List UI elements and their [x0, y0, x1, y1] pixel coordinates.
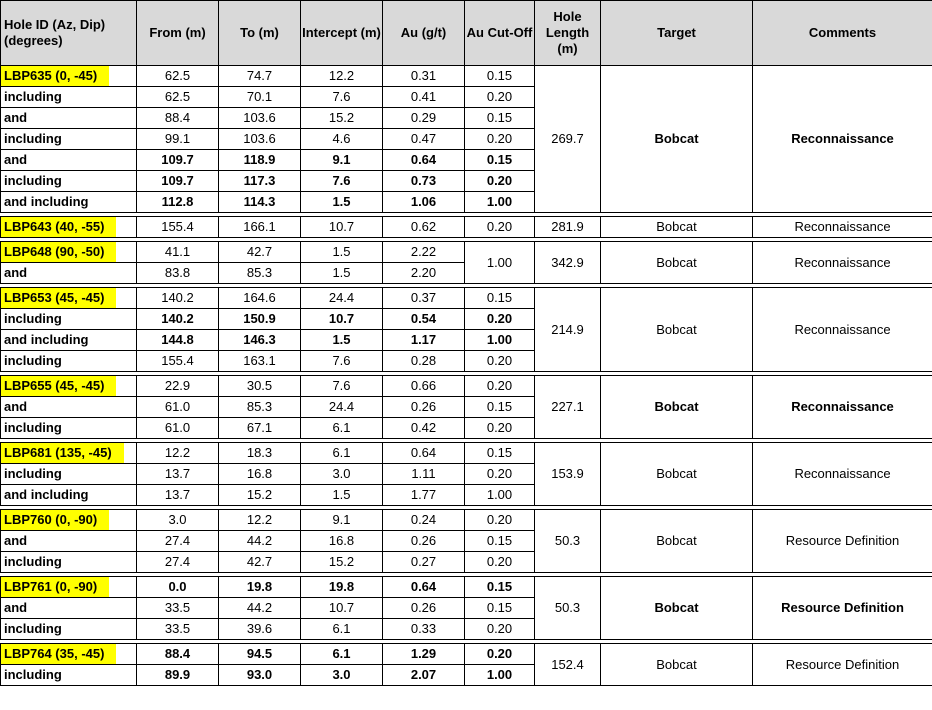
interval-label: and [1, 263, 137, 284]
cell-target: Bobcat [601, 376, 753, 439]
cell-intercept: 15.2 [301, 108, 383, 129]
cell-from: 109.7 [137, 150, 219, 171]
cell-intercept: 9.1 [301, 150, 383, 171]
cell-from: 27.4 [137, 531, 219, 552]
cell-to: 67.1 [219, 418, 301, 439]
cell-intercept: 6.1 [301, 619, 383, 640]
cell-intercept: 1.5 [301, 242, 383, 263]
cell-intercept: 10.7 [301, 598, 383, 619]
header-intercept: Intercept (m) [301, 1, 383, 66]
cell-au: 0.41 [383, 87, 465, 108]
cell-intercept: 24.4 [301, 288, 383, 309]
hole-id-cell [1, 66, 137, 87]
cell-from: 27.4 [137, 552, 219, 573]
cell-to: 103.6 [219, 129, 301, 150]
cell-target: Bobcat [601, 443, 753, 506]
header-hole-id: Hole ID (Az, Dip) (degrees) [1, 1, 137, 66]
cell-to: 163.1 [219, 351, 301, 372]
cell-to: 12.2 [219, 510, 301, 531]
cell-to: 70.1 [219, 87, 301, 108]
cell-intercept: 6.1 [301, 443, 383, 464]
interval-label: including [1, 129, 137, 150]
cell-cutoff: 0.15 [465, 577, 535, 598]
interval-label: including [1, 171, 137, 192]
cell-cutoff: 0.20 [465, 418, 535, 439]
header-target: Target [601, 1, 753, 66]
cell-from: 0.0 [137, 577, 219, 598]
header-au: Au (g/t) [383, 1, 465, 66]
cell-intercept: 16.8 [301, 531, 383, 552]
interval-label: including [1, 309, 137, 330]
interval-label: and [1, 598, 137, 619]
cell-from: 41.1 [137, 242, 219, 263]
cell-to: 150.9 [219, 309, 301, 330]
interval-label: including [1, 619, 137, 640]
interval-label: and including [1, 485, 137, 506]
hole-id-cell [1, 242, 137, 263]
cell-intercept: 24.4 [301, 397, 383, 418]
cell-au: 1.17 [383, 330, 465, 351]
cell-from: 13.7 [137, 464, 219, 485]
cell-au: 2.22 [383, 242, 465, 263]
cell-to: 166.1 [219, 217, 301, 238]
cell-to: 146.3 [219, 330, 301, 351]
interval-label: and [1, 150, 137, 171]
cell-comments: Reconnaissance [753, 376, 932, 439]
cell-intercept: 6.1 [301, 418, 383, 439]
cell-au: 0.37 [383, 288, 465, 309]
cell-from: 109.7 [137, 171, 219, 192]
cell-au: 0.33 [383, 619, 465, 640]
cell-cutoff: 1.00 [465, 485, 535, 506]
hole-id: LBP648 (90, -50) [1, 242, 116, 262]
cell-from: 88.4 [137, 644, 219, 665]
table-body [1, 66, 932, 686]
cell-cutoff: 0.20 [465, 309, 535, 330]
cell-hole-length: 227.1 [535, 376, 601, 439]
cell-cutoff: 0.15 [465, 108, 535, 129]
hole-id-cell [1, 443, 137, 464]
cell-hole-length: 214.9 [535, 288, 601, 372]
cell-au: 0.42 [383, 418, 465, 439]
cell-cutoff: 0.20 [465, 129, 535, 150]
cell-cutoff: 0.20 [465, 171, 535, 192]
cell-au: 0.26 [383, 598, 465, 619]
cell-target: Bobcat [601, 288, 753, 372]
cell-intercept: 7.6 [301, 87, 383, 108]
cell-to: 85.3 [219, 397, 301, 418]
cell-to: 19.8 [219, 577, 301, 598]
cell-comments: Resource Definition [753, 644, 932, 686]
cell-intercept: 3.0 [301, 665, 383, 686]
hole-id-cell [1, 644, 137, 665]
cell-from: 22.9 [137, 376, 219, 397]
cell-to: 74.7 [219, 66, 301, 87]
cell-comments: Reconnaissance [753, 242, 932, 284]
cell-comments: Reconnaissance [753, 288, 932, 372]
cell-cutoff: 1.00 [465, 330, 535, 351]
cell-au: 0.47 [383, 129, 465, 150]
cell-cutoff: 0.15 [465, 598, 535, 619]
cell-from: 140.2 [137, 309, 219, 330]
cell-au: 0.27 [383, 552, 465, 573]
cell-cutoff: 0.15 [465, 288, 535, 309]
interval-label: and including [1, 330, 137, 351]
cell-from: 88.4 [137, 108, 219, 129]
cell-intercept: 15.2 [301, 552, 383, 573]
cell-intercept: 12.2 [301, 66, 383, 87]
interval-label: and [1, 531, 137, 552]
cell-au: 0.64 [383, 443, 465, 464]
cell-target: Bobcat [601, 66, 753, 213]
table-row [1, 443, 932, 464]
cell-au: 0.54 [383, 309, 465, 330]
cell-from: 62.5 [137, 66, 219, 87]
cell-au: 1.11 [383, 464, 465, 485]
cell-from: 12.2 [137, 443, 219, 464]
cell-cutoff: 0.15 [465, 397, 535, 418]
cell-au: 1.06 [383, 192, 465, 213]
cell-to: 103.6 [219, 108, 301, 129]
hole-id: LBP643 (40, -55) [1, 217, 116, 237]
hole-id: LBP653 (45, -45) [1, 288, 116, 308]
cell-comments: Reconnaissance [753, 443, 932, 506]
cell-to: 164.6 [219, 288, 301, 309]
cell-cutoff: 0.20 [465, 552, 535, 573]
header-cutoff: Au Cut-Off [465, 1, 535, 66]
cell-intercept: 1.5 [301, 263, 383, 284]
cell-cutoff: 0.15 [465, 531, 535, 552]
hole-id: LBP681 (135, -45) [1, 443, 124, 463]
cell-from: 13.7 [137, 485, 219, 506]
cell-au: 0.28 [383, 351, 465, 372]
cell-to: 85.3 [219, 263, 301, 284]
cell-target: Bobcat [601, 510, 753, 573]
table-row [1, 66, 932, 87]
hole-id: LBP764 (35, -45) [1, 644, 116, 664]
cell-from: 99.1 [137, 129, 219, 150]
cell-au: 2.20 [383, 263, 465, 284]
cell-to: 93.0 [219, 665, 301, 686]
cell-intercept: 3.0 [301, 464, 383, 485]
cell-to: 44.2 [219, 598, 301, 619]
cell-intercept: 9.1 [301, 510, 383, 531]
table-row [1, 510, 932, 531]
cell-target: Bobcat [601, 217, 753, 238]
interval-label: and including [1, 192, 137, 213]
cell-intercept: 19.8 [301, 577, 383, 598]
cell-au: 0.31 [383, 66, 465, 87]
cell-from: 62.5 [137, 87, 219, 108]
interval-label: including [1, 87, 137, 108]
cell-hole-length: 152.4 [535, 644, 601, 686]
table-row [1, 288, 932, 309]
cell-from: 61.0 [137, 418, 219, 439]
cell-from: 144.8 [137, 330, 219, 351]
cell-from: 112.8 [137, 192, 219, 213]
hole-id: LBP655 (45, -45) [1, 376, 116, 396]
cell-hole-length: 50.3 [535, 510, 601, 573]
cell-from: 33.5 [137, 598, 219, 619]
cell-au: 0.73 [383, 171, 465, 192]
cell-to: 117.3 [219, 171, 301, 192]
cell-from: 155.4 [137, 351, 219, 372]
cell-cutoff: 1.00 [465, 242, 535, 284]
cell-to: 16.8 [219, 464, 301, 485]
cell-target: Bobcat [601, 577, 753, 640]
cell-comments: Reconnaissance [753, 66, 932, 213]
cell-hole-length: 281.9 [535, 217, 601, 238]
cell-from: 89.9 [137, 665, 219, 686]
cell-intercept: 7.6 [301, 171, 383, 192]
hole-id-cell [1, 217, 137, 238]
cell-hole-length: 269.7 [535, 66, 601, 213]
cell-cutoff: 0.15 [465, 150, 535, 171]
hole-id: LBP760 (0, -90) [1, 510, 109, 530]
cell-to: 118.9 [219, 150, 301, 171]
cell-comments: Reconnaissance [753, 217, 932, 238]
cell-target: Bobcat [601, 644, 753, 686]
table-row [1, 376, 932, 397]
header-hole-length: Hole Length (m) [535, 1, 601, 66]
cell-hole-length: 342.9 [535, 242, 601, 284]
header-to: To (m) [219, 1, 301, 66]
table-row [1, 242, 932, 263]
table-row [1, 217, 932, 238]
cell-to: 15.2 [219, 485, 301, 506]
cell-au: 0.64 [383, 150, 465, 171]
table-row [1, 577, 932, 598]
cell-hole-length: 153.9 [535, 443, 601, 506]
hole-id-cell [1, 577, 137, 598]
cell-comments: Resource Definition [753, 510, 932, 573]
cell-intercept: 1.5 [301, 192, 383, 213]
cell-au: 0.62 [383, 217, 465, 238]
cell-cutoff: 0.20 [465, 217, 535, 238]
cell-au: 0.66 [383, 376, 465, 397]
cell-au: 0.26 [383, 397, 465, 418]
cell-cutoff: 0.20 [465, 376, 535, 397]
cell-cutoff: 0.20 [465, 464, 535, 485]
header-comments: Comments [753, 1, 932, 66]
cell-intercept: 6.1 [301, 644, 383, 665]
cell-au: 1.77 [383, 485, 465, 506]
cell-cutoff: 0.15 [465, 443, 535, 464]
cell-to: 30.5 [219, 376, 301, 397]
hole-id-cell [1, 376, 137, 397]
cell-intercept: 4.6 [301, 129, 383, 150]
cell-hole-length: 50.3 [535, 577, 601, 640]
header-from: From (m) [137, 1, 219, 66]
cell-cutoff: 0.20 [465, 87, 535, 108]
interval-label: including [1, 665, 137, 686]
interval-label: including [1, 418, 137, 439]
interval-label: including [1, 552, 137, 573]
hole-id: LBP635 (0, -45) [1, 66, 109, 86]
cell-cutoff: 0.20 [465, 644, 535, 665]
hole-id: LBP761 (0, -90) [1, 577, 109, 597]
cell-intercept: 7.6 [301, 376, 383, 397]
hole-id-cell [1, 288, 137, 309]
cell-cutoff: 0.15 [465, 66, 535, 87]
cell-from: 83.8 [137, 263, 219, 284]
cell-cutoff: 1.00 [465, 192, 535, 213]
cell-to: 44.2 [219, 531, 301, 552]
cell-from: 155.4 [137, 217, 219, 238]
cell-to: 18.3 [219, 443, 301, 464]
interval-label: and [1, 108, 137, 129]
interval-label: and [1, 397, 137, 418]
cell-intercept: 1.5 [301, 330, 383, 351]
cell-to: 94.5 [219, 644, 301, 665]
cell-intercept: 7.6 [301, 351, 383, 372]
table-row [1, 644, 932, 665]
cell-au: 0.64 [383, 577, 465, 598]
cell-intercept: 10.7 [301, 309, 383, 330]
cell-comments: Resource Definition [753, 577, 932, 640]
cell-au: 0.29 [383, 108, 465, 129]
cell-au: 1.29 [383, 644, 465, 665]
cell-to: 39.6 [219, 619, 301, 640]
cell-to: 42.7 [219, 242, 301, 263]
cell-cutoff: 0.20 [465, 510, 535, 531]
cell-cutoff: 0.20 [465, 619, 535, 640]
cell-au: 2.07 [383, 665, 465, 686]
cell-au: 0.24 [383, 510, 465, 531]
hole-id-cell [1, 510, 137, 531]
cell-au: 0.26 [383, 531, 465, 552]
cell-intercept: 1.5 [301, 485, 383, 506]
cell-from: 61.0 [137, 397, 219, 418]
cell-to: 114.3 [219, 192, 301, 213]
header-row [1, 1, 932, 66]
cell-from: 140.2 [137, 288, 219, 309]
cell-intercept: 10.7 [301, 217, 383, 238]
cell-to: 42.7 [219, 552, 301, 573]
interval-label: including [1, 351, 137, 372]
cell-from: 33.5 [137, 619, 219, 640]
interval-label: including [1, 464, 137, 485]
cell-target: Bobcat [601, 242, 753, 284]
cell-cutoff: 1.00 [465, 665, 535, 686]
cell-from: 3.0 [137, 510, 219, 531]
cell-cutoff: 0.20 [465, 351, 535, 372]
